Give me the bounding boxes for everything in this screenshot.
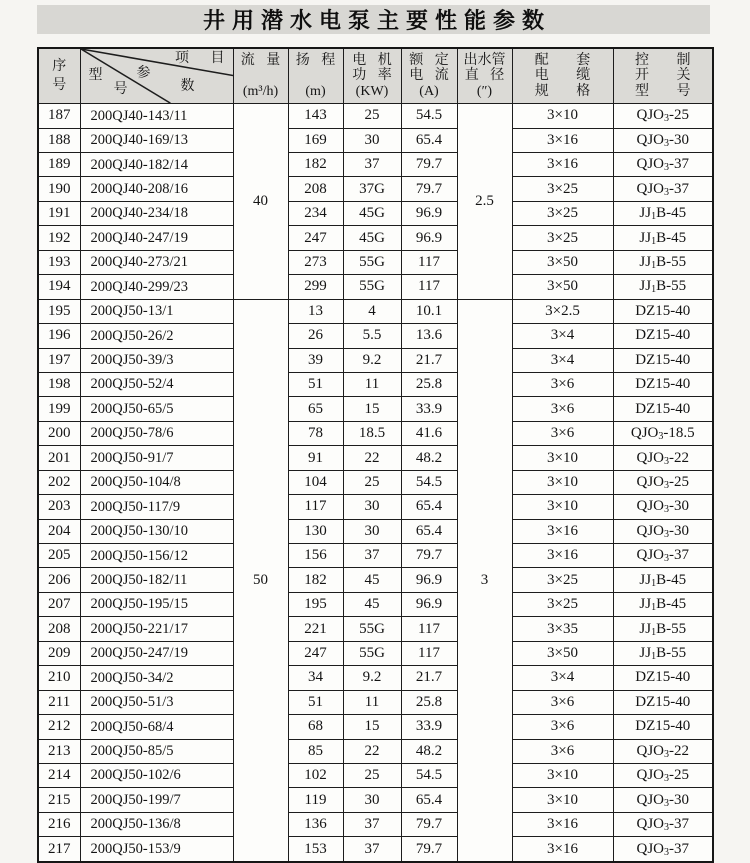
cell-power: 37	[343, 837, 401, 862]
cell-switch: DZ15-40	[613, 299, 713, 323]
cell-model: 200QJ50-91/7	[80, 446, 233, 470]
cell-head: 247	[288, 226, 343, 250]
cell-serial: 194	[38, 275, 80, 299]
cell-head: 78	[288, 421, 343, 445]
cell-serial: 212	[38, 715, 80, 739]
table-row	[38, 201, 713, 225]
table-row	[38, 544, 713, 568]
header-head: 扬 程 (m)	[288, 48, 343, 104]
table-row	[38, 715, 713, 739]
table-row	[38, 763, 713, 787]
cell-model: 200QJ50-136/8	[80, 812, 233, 836]
header-param-label: 数	[180, 79, 195, 94]
table-row	[38, 348, 713, 372]
cell-power: 25	[343, 763, 401, 787]
header-cable-spec: 配 套 电 缆 规 格	[512, 48, 613, 104]
cell-switch: $QJO_3-25$	[613, 470, 713, 494]
cell-switch: $QJO_3-25$	[613, 104, 713, 128]
cell-power: 18.5	[343, 421, 401, 445]
table-row	[38, 788, 713, 812]
table-row	[38, 177, 713, 201]
cell-cable: 3×50	[512, 250, 613, 274]
cell-cable: 3×16	[512, 544, 613, 568]
cell-cable: 3×16	[512, 812, 613, 836]
cell-cable: 3×6	[512, 421, 613, 445]
cell-switch: $QJO_3-30$	[613, 519, 713, 543]
cell-model: 200QJ50-182/11	[80, 568, 233, 592]
cell-head: 85	[288, 739, 343, 763]
cell-current: 65.4	[401, 788, 457, 812]
cell-cable: 3×50	[512, 275, 613, 299]
cell-cable: 3×10	[512, 446, 613, 470]
table-row	[38, 446, 713, 470]
cell-serial: 216	[38, 812, 80, 836]
cell-cable: 3×16	[512, 837, 613, 862]
cell-model: 200QJ50-130/10	[80, 519, 233, 543]
cell-serial: 195	[38, 299, 80, 323]
header-motor-power: 电 机 功 率 (KW)	[343, 48, 401, 104]
cell-power: 45	[343, 592, 401, 616]
cell-current: 65.4	[401, 519, 457, 543]
cell-cable: 3×25	[512, 201, 613, 225]
cell-serial: 204	[38, 519, 80, 543]
cell-switch: $QJO_3-25$	[613, 763, 713, 787]
cell-serial: 207	[38, 592, 80, 616]
cell-current: 79.7	[401, 837, 457, 862]
table-row	[38, 324, 713, 348]
cell-model: 200QJ50-117/9	[80, 495, 233, 519]
table-row	[38, 812, 713, 836]
cell-model: 200QJ50-13/1	[80, 299, 233, 323]
cell-switch: DZ15-40	[613, 348, 713, 372]
cell-switch: $JJ_1B-55$	[613, 275, 713, 299]
cell-current: 13.6	[401, 324, 457, 348]
cell-power: 45G	[343, 201, 401, 225]
cell-head: 299	[288, 275, 343, 299]
cell-cable: 3×16	[512, 153, 613, 177]
cell-switch: $QJO_3-37$	[613, 177, 713, 201]
cell-serial: 208	[38, 617, 80, 641]
cell-power: 22	[343, 446, 401, 470]
cell-head: 91	[288, 446, 343, 470]
cell-head: 234	[288, 201, 343, 225]
table-body	[38, 104, 713, 862]
cell-switch: $QJO_3-30$	[613, 495, 713, 519]
table-row	[38, 128, 713, 152]
cell-head: 208	[288, 177, 343, 201]
cell-switch: DZ15-40	[613, 690, 713, 714]
cell-serial: 196	[38, 324, 80, 348]
table-row	[38, 372, 713, 396]
cell-cable: 3×2.5	[512, 299, 613, 323]
cell-current: 65.4	[401, 128, 457, 152]
cell-serial: 197	[38, 348, 80, 372]
header-item-label: 项 目	[175, 51, 225, 66]
cell-cable: 3×6	[512, 397, 613, 421]
cell-cable: 3×4	[512, 348, 613, 372]
cell-model: 200QJ50-221/17	[80, 617, 233, 641]
cell-switch: $JJ_1B-45$	[613, 226, 713, 250]
cell-head: 182	[288, 153, 343, 177]
cell-power: 37	[343, 153, 401, 177]
cell-model: 200QJ50-85/5	[80, 739, 233, 763]
cell-power: 15	[343, 715, 401, 739]
cell-serial: 188	[38, 128, 80, 152]
header-flow: 流 量 (m³/h)	[233, 48, 288, 104]
cell-power: 25	[343, 470, 401, 494]
cell-flow: 50	[233, 299, 288, 862]
cell-serial: 210	[38, 666, 80, 690]
title-band	[37, 5, 710, 34]
cell-current: 25.8	[401, 690, 457, 714]
cell-cable: 3×4	[512, 324, 613, 348]
cell-switch: $QJO_3-30$	[613, 128, 713, 152]
cell-current: 41.6	[401, 421, 457, 445]
cell-serial: 201	[38, 446, 80, 470]
header-rated-current: 额 定 电 流 (A)	[401, 48, 457, 104]
cell-model: 200QJ40-169/13	[80, 128, 233, 152]
cell-current: 10.1	[401, 299, 457, 323]
cell-head: 143	[288, 104, 343, 128]
table-row	[38, 837, 713, 862]
page-title: 井用潜水电泵主要性能参数	[202, 9, 551, 34]
cell-switch: DZ15-40	[613, 666, 713, 690]
cell-current: 25.8	[401, 372, 457, 396]
table-row	[38, 470, 713, 494]
cell-current: 54.5	[401, 470, 457, 494]
table-row	[38, 495, 713, 519]
cell-head: 130	[288, 519, 343, 543]
cell-cable: 3×25	[512, 226, 613, 250]
cell-cable: 3×4	[512, 666, 613, 690]
pump-parameters-table	[37, 47, 714, 863]
cell-power: 45G	[343, 226, 401, 250]
cell-head: 102	[288, 763, 343, 787]
cell-power: 11	[343, 372, 401, 396]
cell-switch: DZ15-40	[613, 397, 713, 421]
table-row	[38, 250, 713, 274]
cell-switch: $JJ_1B-45$	[613, 592, 713, 616]
cell-switch: $JJ_1B-55$	[613, 641, 713, 665]
header-serial: 序 号	[38, 48, 80, 104]
cell-cable: 3×35	[512, 617, 613, 641]
cell-power: 30	[343, 495, 401, 519]
table-row	[38, 617, 713, 641]
header-control-switch: 控 制 开 关 型 号	[613, 48, 713, 104]
cell-current: 48.2	[401, 446, 457, 470]
cell-current: 117	[401, 641, 457, 665]
cell-current: 21.7	[401, 666, 457, 690]
cell-current: 96.9	[401, 201, 457, 225]
cell-cable: 3×6	[512, 715, 613, 739]
cell-head: 182	[288, 568, 343, 592]
cell-head: 13	[288, 299, 343, 323]
cell-switch: $QJO_3-18.5$	[613, 421, 713, 445]
cell-switch: DZ15-40	[613, 715, 713, 739]
table-row	[38, 690, 713, 714]
cell-current: 33.9	[401, 715, 457, 739]
cell-switch: $QJO_3-37$	[613, 153, 713, 177]
cell-serial: 200	[38, 421, 80, 445]
header-model-label: 号	[113, 82, 128, 97]
cell-cable: 3×25	[512, 568, 613, 592]
cell-model: 200QJ50-39/3	[80, 348, 233, 372]
cell-head: 117	[288, 495, 343, 519]
cell-serial: 199	[38, 397, 80, 421]
table-row	[38, 397, 713, 421]
cell-model: 200QJ50-34/2	[80, 666, 233, 690]
cell-flow: 40	[233, 104, 288, 300]
cell-serial: 192	[38, 226, 80, 250]
cell-head: 247	[288, 641, 343, 665]
cell-model: 200QJ50-195/15	[80, 592, 233, 616]
cell-current: 79.7	[401, 153, 457, 177]
cell-cable: 3×10	[512, 104, 613, 128]
cell-model: 200QJ50-102/6	[80, 763, 233, 787]
cell-current: 117	[401, 250, 457, 274]
cell-model: 200QJ50-26/2	[80, 324, 233, 348]
cell-power: 55G	[343, 617, 401, 641]
cell-power: 9.2	[343, 666, 401, 690]
cell-outlet-diameter: 3	[457, 299, 512, 862]
cell-serial: 209	[38, 641, 80, 665]
cell-model: 200QJ50-78/6	[80, 421, 233, 445]
header-model-param-diagonal	[80, 48, 233, 104]
cell-power: 37	[343, 544, 401, 568]
header-row	[38, 48, 713, 104]
cell-head: 156	[288, 544, 343, 568]
cell-head: 104	[288, 470, 343, 494]
cell-switch: $QJO_3-37$	[613, 544, 713, 568]
cell-power: 22	[343, 739, 401, 763]
cell-cable: 3×10	[512, 763, 613, 787]
cell-model: 200QJ50-104/8	[80, 470, 233, 494]
cell-model: 200QJ50-65/5	[80, 397, 233, 421]
cell-switch: $QJO_3-37$	[613, 837, 713, 862]
cell-serial: 198	[38, 372, 80, 396]
cell-head: 221	[288, 617, 343, 641]
table-row	[38, 666, 713, 690]
cell-cable: 3×25	[512, 592, 613, 616]
cell-head: 26	[288, 324, 343, 348]
table-row	[38, 421, 713, 445]
cell-current: 33.9	[401, 397, 457, 421]
cell-current: 65.4	[401, 495, 457, 519]
cell-power: 9.2	[343, 348, 401, 372]
cell-head: 51	[288, 372, 343, 396]
cell-serial: 205	[38, 544, 80, 568]
cell-switch: DZ15-40	[613, 324, 713, 348]
cell-current: 117	[401, 275, 457, 299]
cell-power: 55G	[343, 250, 401, 274]
cell-serial: 213	[38, 739, 80, 763]
cell-serial: 191	[38, 201, 80, 225]
cell-cable: 3×50	[512, 641, 613, 665]
cell-head: 119	[288, 788, 343, 812]
cell-serial: 193	[38, 250, 80, 274]
table-row	[38, 641, 713, 665]
cell-current: 96.9	[401, 568, 457, 592]
cell-power: 55G	[343, 641, 401, 665]
cell-cable: 3×16	[512, 128, 613, 152]
cell-outlet-diameter: 2.5	[457, 104, 512, 300]
cell-serial: 211	[38, 690, 80, 714]
cell-current: 79.7	[401, 177, 457, 201]
cell-head: 65	[288, 397, 343, 421]
cell-cable: 3×10	[512, 470, 613, 494]
table-row	[38, 153, 713, 177]
cell-switch: $JJ_1B-45$	[613, 201, 713, 225]
cell-serial: 189	[38, 153, 80, 177]
cell-power: 45	[343, 568, 401, 592]
table-row	[38, 299, 713, 323]
cell-model: 200QJ50-51/3	[80, 690, 233, 714]
cell-model: 200QJ40-299/23	[80, 275, 233, 299]
cell-current: 48.2	[401, 739, 457, 763]
cell-current: 21.7	[401, 348, 457, 372]
cell-switch: DZ15-40	[613, 372, 713, 396]
cell-power: 30	[343, 519, 401, 543]
cell-switch: $JJ_1B-55$	[613, 617, 713, 641]
cell-switch: $QJO_3-22$	[613, 446, 713, 470]
cell-current: 96.9	[401, 226, 457, 250]
cell-serial: 217	[38, 837, 80, 862]
cell-power: 15	[343, 397, 401, 421]
cell-power: 37	[343, 812, 401, 836]
cell-model: 200QJ40-182/14	[80, 153, 233, 177]
cell-cable: 3×10	[512, 495, 613, 519]
table-row	[38, 226, 713, 250]
cell-model: 200QJ40-273/21	[80, 250, 233, 274]
cell-power: 5.5	[343, 324, 401, 348]
table-row	[38, 568, 713, 592]
cell-serial: 202	[38, 470, 80, 494]
header-model-label: 型	[88, 68, 103, 83]
cell-power: 37G	[343, 177, 401, 201]
cell-switch: $JJ_1B-45$	[613, 568, 713, 592]
cell-head: 195	[288, 592, 343, 616]
cell-cable: 3×25	[512, 177, 613, 201]
cell-current: 96.9	[401, 592, 457, 616]
cell-head: 68	[288, 715, 343, 739]
cell-power: 25	[343, 104, 401, 128]
cell-current: 54.5	[401, 104, 457, 128]
table-row	[38, 104, 713, 128]
cell-serial: 190	[38, 177, 80, 201]
cell-head: 169	[288, 128, 343, 152]
table-row	[38, 592, 713, 616]
cell-cable: 3×6	[512, 739, 613, 763]
cell-head: 153	[288, 837, 343, 862]
cell-power: 4	[343, 299, 401, 323]
cell-serial: 215	[38, 788, 80, 812]
table-row	[38, 519, 713, 543]
cell-power: 30	[343, 128, 401, 152]
cell-model: 200QJ50-52/4	[80, 372, 233, 396]
cell-serial: 206	[38, 568, 80, 592]
cell-switch: $QJO_3-22$	[613, 739, 713, 763]
cell-switch: $QJO_3-37$	[613, 812, 713, 836]
cell-model: 200QJ40-143/11	[80, 104, 233, 128]
cell-switch: $JJ_1B-55$	[613, 250, 713, 274]
cell-model: 200QJ50-199/7	[80, 788, 233, 812]
cell-current: 54.5	[401, 763, 457, 787]
cell-switch: $QJO_3-30$	[613, 788, 713, 812]
cell-model: 200QJ50-153/9	[80, 837, 233, 862]
cell-cable: 3×6	[512, 690, 613, 714]
cell-serial: 187	[38, 104, 80, 128]
cell-model: 200QJ40-234/18	[80, 201, 233, 225]
cell-current: 79.7	[401, 544, 457, 568]
cell-model: 200QJ50-68/4	[80, 715, 233, 739]
cell-current: 79.7	[401, 812, 457, 836]
header-outlet-diameter: 出水管 直 径 (″)	[457, 48, 512, 104]
cell-power: 30	[343, 788, 401, 812]
cell-head: 34	[288, 666, 343, 690]
cell-power: 11	[343, 690, 401, 714]
cell-head: 51	[288, 690, 343, 714]
cell-current: 117	[401, 617, 457, 641]
table-row	[38, 275, 713, 299]
cell-cable: 3×16	[512, 519, 613, 543]
cell-cable: 3×10	[512, 788, 613, 812]
cell-head: 136	[288, 812, 343, 836]
cell-model: 200QJ50-156/12	[80, 544, 233, 568]
cell-head: 273	[288, 250, 343, 274]
cell-serial: 203	[38, 495, 80, 519]
cell-model: 200QJ50-247/19	[80, 641, 233, 665]
cell-serial: 214	[38, 763, 80, 787]
cell-model: 200QJ40-247/19	[80, 226, 233, 250]
cell-cable: 3×6	[512, 372, 613, 396]
cell-head: 39	[288, 348, 343, 372]
cell-model: 200QJ40-208/16	[80, 177, 233, 201]
cell-power: 55G	[343, 275, 401, 299]
header-param-label: 参	[136, 66, 151, 81]
table-row	[38, 739, 713, 763]
